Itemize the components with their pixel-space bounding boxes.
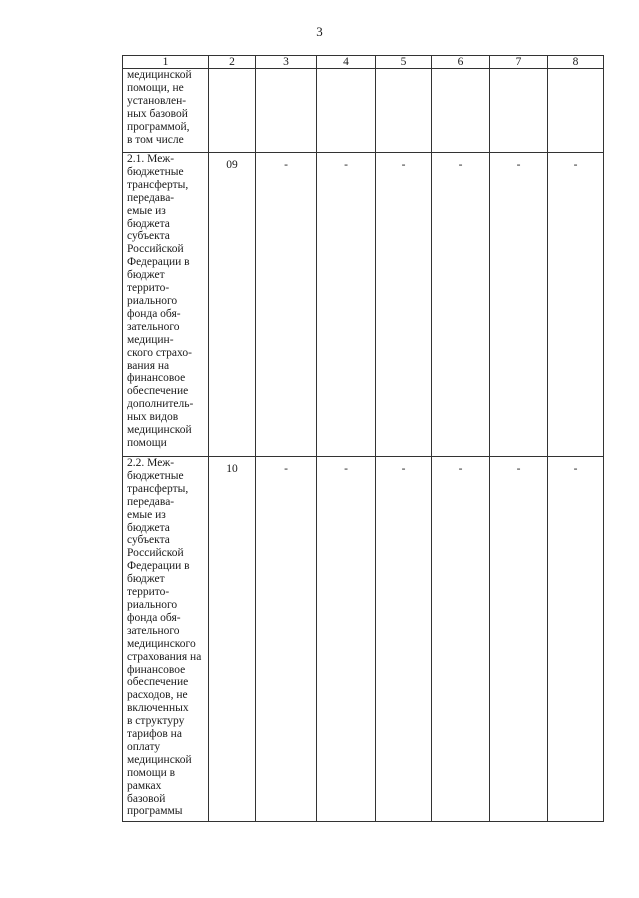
table-cell: -	[548, 457, 604, 822]
column-header: 5	[376, 56, 432, 69]
row-name: 2.1. Меж- бюджетные трансферты, передава- емые из бюджета субъекта Российской Федерации в бюджет террито- риального фонда обя- зательного медицин- ского страхо- вания на финансовое обеспечение дополнитель- ных видов медицинской помощи	[123, 153, 209, 457]
budget-table	[122, 55, 604, 822]
table-row	[123, 153, 604, 457]
row-name: медицинской помощи, не установлен- ных базовой программой, в том числе	[123, 69, 209, 153]
row-code: 09	[209, 153, 256, 457]
column-header: 2	[209, 56, 256, 69]
table-cell: -	[256, 153, 317, 457]
table-cell: -	[376, 153, 432, 457]
column-header: 1	[123, 56, 209, 69]
table-cell: -	[548, 153, 604, 457]
table-cell	[432, 69, 490, 153]
table-cell	[317, 69, 376, 153]
table-cell	[548, 69, 604, 153]
table-cell	[490, 69, 548, 153]
column-header: 7	[490, 56, 548, 69]
column-header: 3	[256, 56, 317, 69]
column-header: 4	[317, 56, 376, 69]
page-number: 3	[316, 24, 323, 39]
table-cell: -	[432, 457, 490, 822]
row-code	[209, 69, 256, 153]
table-cell: -	[376, 457, 432, 822]
table-cell: -	[256, 457, 317, 822]
table-row	[123, 457, 604, 822]
row-name: 2.2. Меж- бюджетные трансферты, передава- емые из бюджета субъекта Российской Федерации в бюджет террито- риального фонда обя- зательного медицинского страхования на финансовое обеспечение расходов, не включенных в структуру тарифов на оплату медицинской помощи в рамках базовой программы	[123, 457, 209, 822]
table-cell: -	[490, 457, 548, 822]
column-header: 8	[548, 56, 604, 69]
column-header: 6	[432, 56, 490, 69]
table-cell: -	[317, 457, 376, 822]
table-cell: -	[432, 153, 490, 457]
table-cell: -	[490, 153, 548, 457]
table-header-row	[123, 56, 604, 69]
table-cell: -	[317, 153, 376, 457]
table-cell	[256, 69, 317, 153]
row-code: 10	[209, 457, 256, 822]
table-row	[123, 69, 604, 153]
table-cell	[376, 69, 432, 153]
